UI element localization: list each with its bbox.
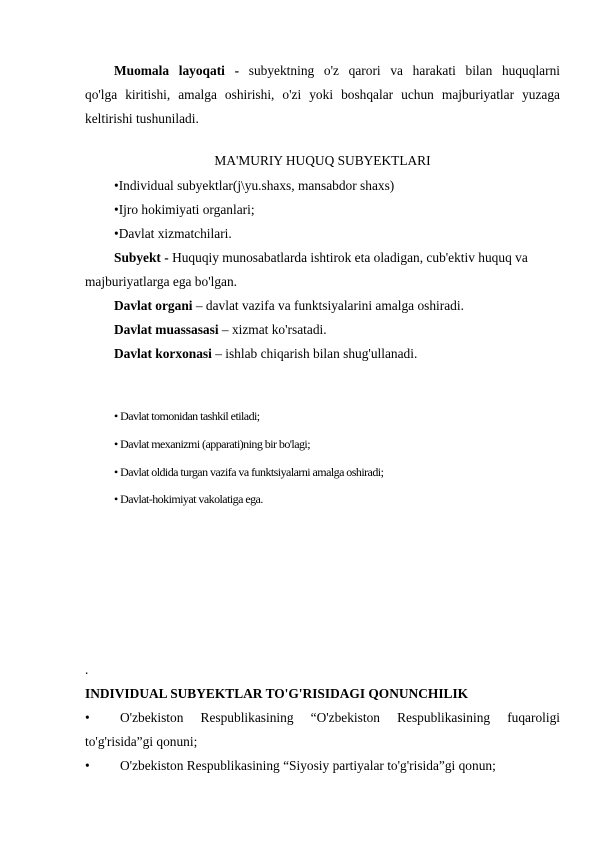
intro-line-3: keltirishi tushuniladi. — [85, 111, 199, 126]
feature-item: • Davlat mexanizmi (apparati)ning bir bo'lagi; — [114, 437, 310, 451]
dot-mark: . — [85, 662, 89, 677]
law-item-2-line-1: O'zbekiston Respublikasining “Siyosiy partiyalar to'g'risida”gi qonun; — [120, 758, 496, 773]
definition-davlat-muassasasi — [114, 322, 327, 338]
feature-item: • Davlat-hokimiyat vakolatiga ega. — [114, 492, 263, 506]
subyekt-definition-line-1 — [114, 250, 528, 266]
bullet-item: •Individual subyektlar(j\yu.shaxs, mansabdor shaxs) — [114, 178, 395, 193]
intro-line-1-rest: subyektning o'z qarori va harakati bilan huquqlarni — [248, 63, 560, 78]
intro-line-1 — [114, 63, 560, 79]
intro-term: Muomala layoqati - — [114, 63, 240, 78]
definition-davlat-korxonasi — [114, 346, 417, 362]
law-bullet: • — [85, 710, 90, 725]
law-item-1-line-2: to'g'risida”gi qonuni; — [85, 734, 198, 749]
bullet-item: •Ijro hokimiyati organlari; — [114, 202, 255, 217]
feature-item: • Davlat oldida turgan vazifa va funktsiyalarni amalga oshiradi; — [114, 465, 384, 479]
law-bullet: • — [85, 758, 90, 773]
subyekt-definition-text: Huquqiy munosabatlarda ishtirok eta oladigan, cub'ektiv huquq va — [172, 250, 528, 265]
definition-term: Davlat organi — [114, 298, 193, 313]
section-heading-subyektlari: MA'MURIY HUQUQ SUBYEKTLARI — [214, 153, 431, 168]
definition-text: – davlat vazifa va funktsiyalarini amalga oshiradi. — [195, 298, 464, 313]
definition-text: – xizmat ko'rsatadi. — [221, 322, 327, 337]
definition-davlat-organi — [114, 298, 464, 314]
feature-item: • Davlat tomonidan tashkil etiladi; — [114, 409, 260, 423]
subyekt-term: Subyekt - — [114, 250, 169, 265]
section-heading-qonunchilik: INDIVIDUAL SUBYEKTLAR TO'G'RISIDAGI QONUNCHILIK — [85, 686, 469, 701]
definition-text: – ishlab chiqarish bilan shug'ullanadi. — [215, 346, 418, 361]
bullet-item: •Davlat xizmatchilari. — [114, 226, 232, 241]
definition-term: Davlat korxonasi — [114, 346, 212, 361]
definition-term: Davlat muassasasi — [114, 322, 219, 337]
subyekt-definition-line-2: majburiyatlarga ega bo'lgan. — [85, 274, 238, 289]
intro-line-2: qo'lga kiritishi, amalga oshirishi, o'zi yoki boshqalar uchun majburiyatlar yuzaga — [85, 87, 560, 102]
law-item-1-line-1: O'zbekiston Respublikasining “O'zbekiston Respublikasining fuqaroligi — [120, 710, 560, 725]
